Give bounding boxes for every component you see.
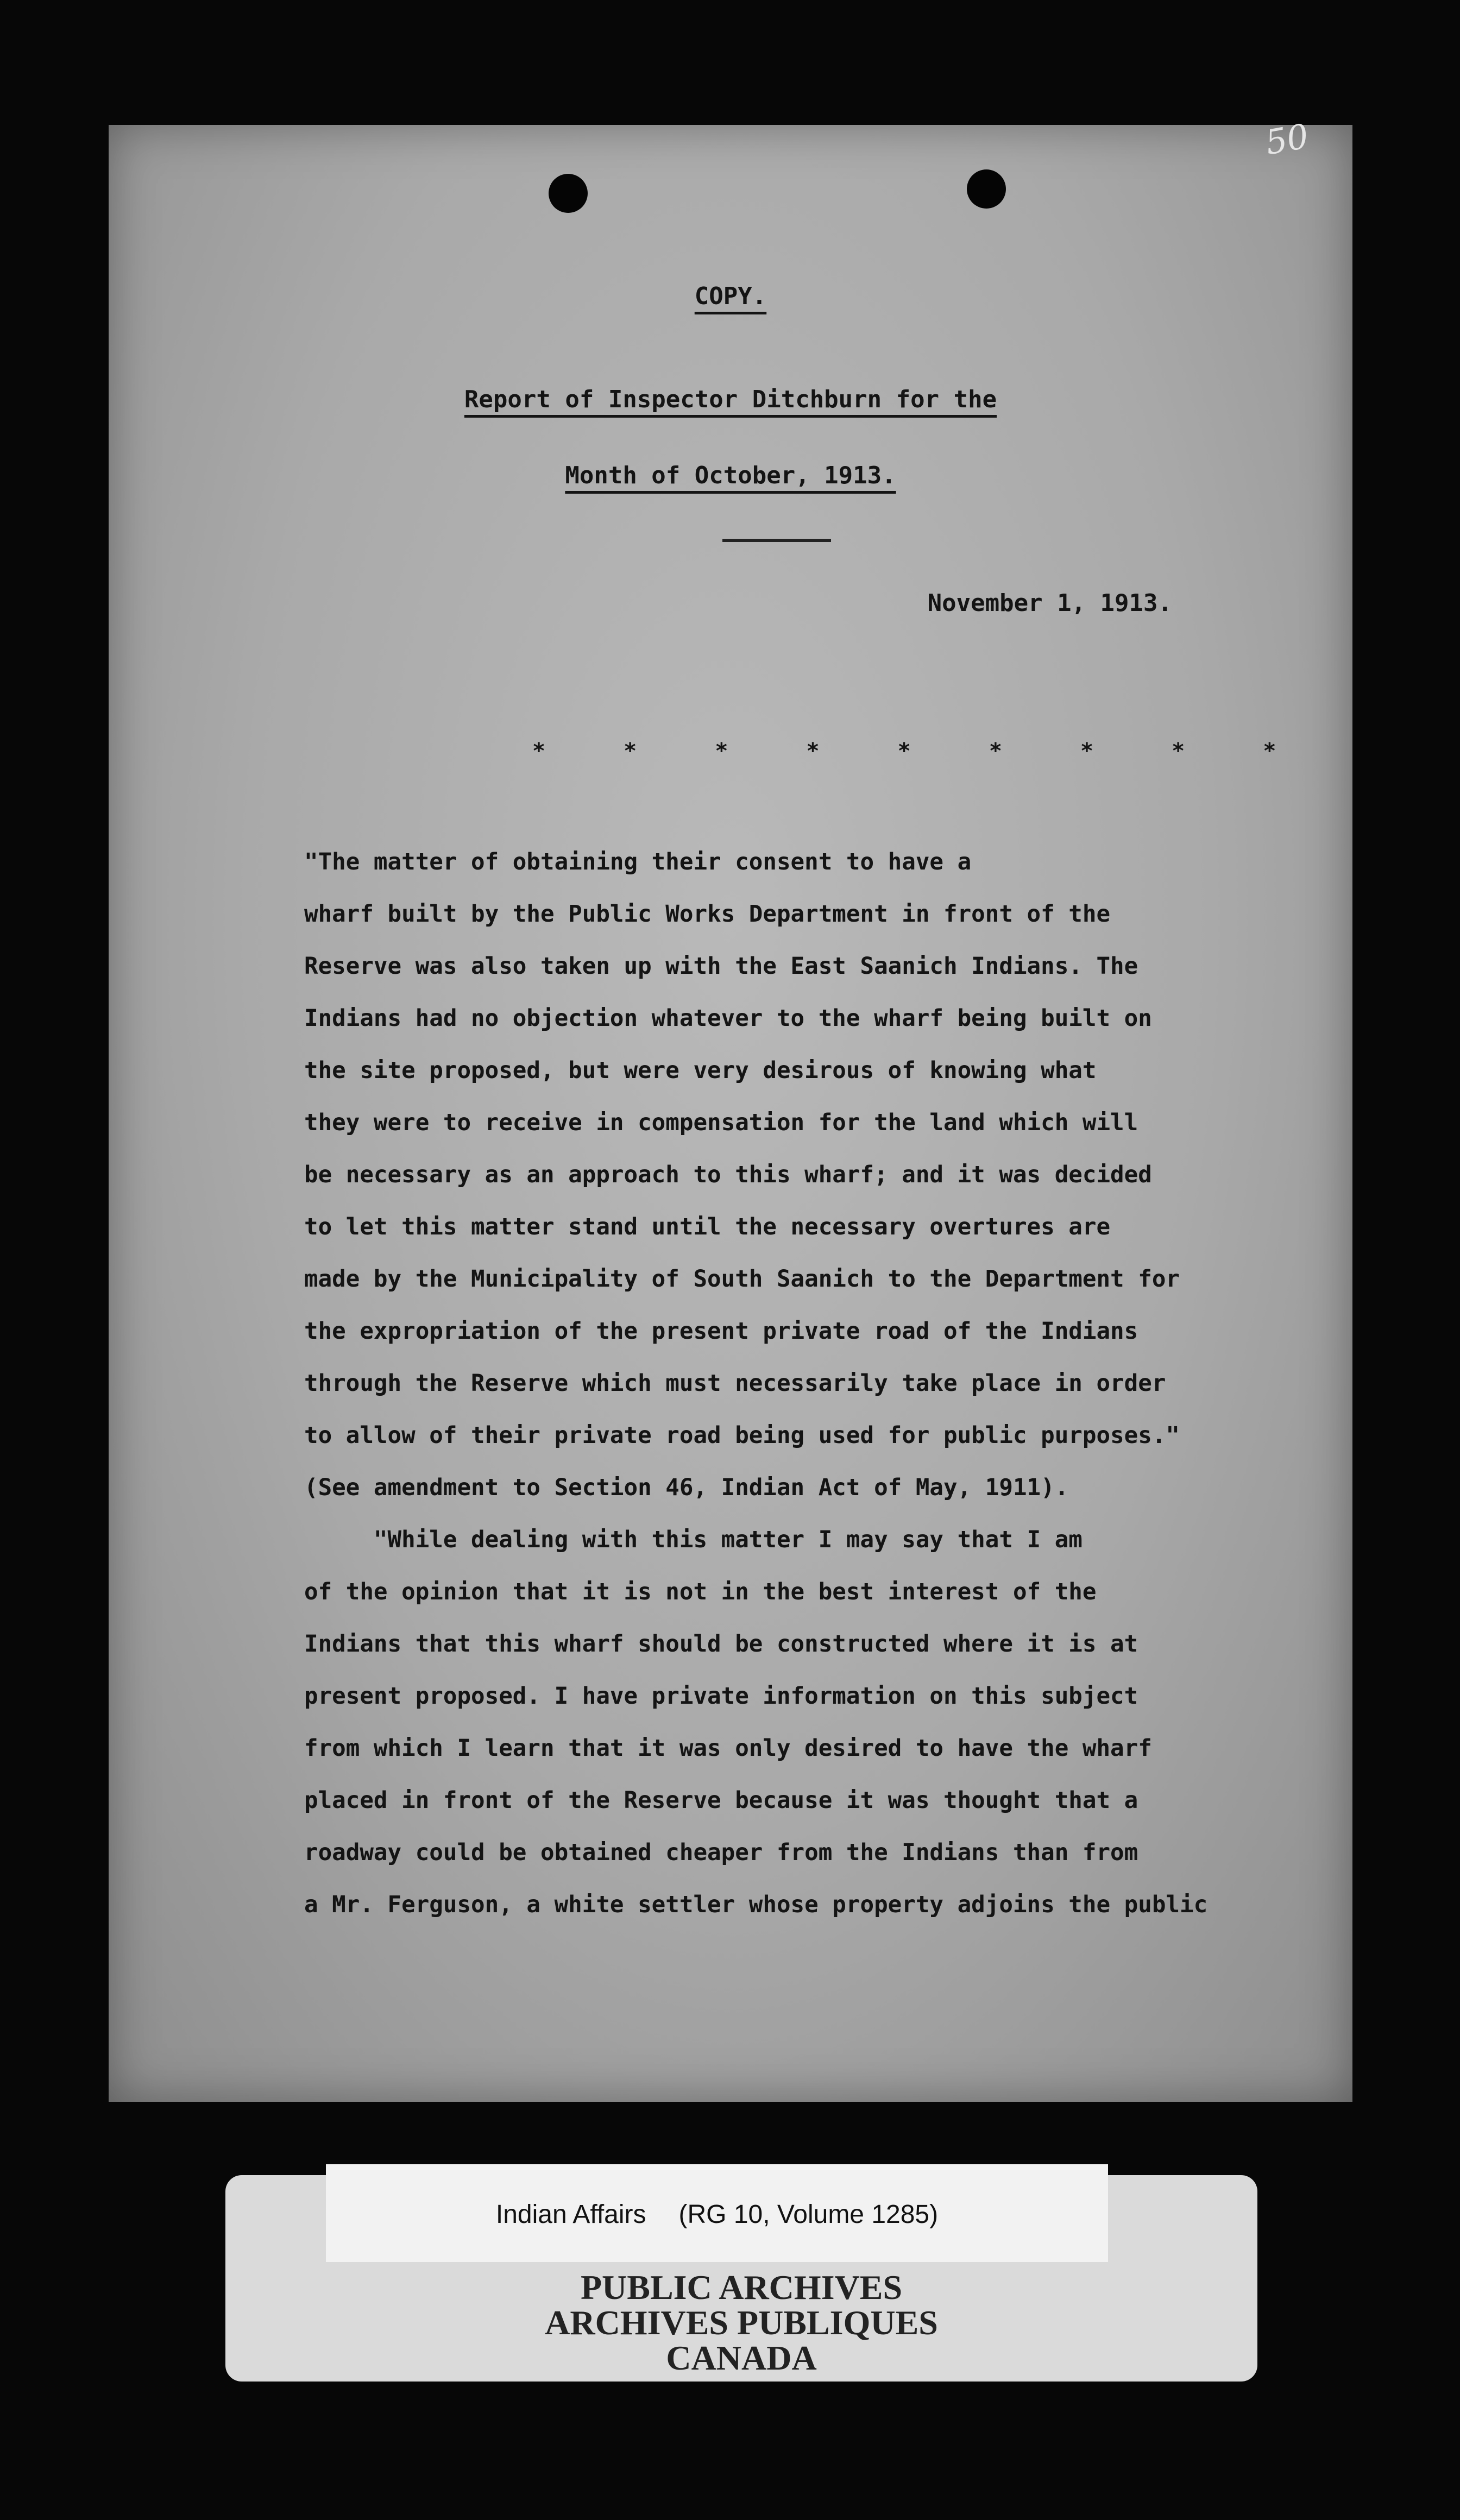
stamp-public-archives: PUBLIC ARCHIVES <box>580 2268 903 2307</box>
report-date: November 1, 1913. <box>927 589 1172 617</box>
report-subtitle: Month of October, 1913. <box>565 462 896 489</box>
stamp-canada: CANADA <box>666 2339 817 2377</box>
department-name: Indian Affairs <box>495 2200 646 2229</box>
archive-reference <box>326 2200 1108 2229</box>
punch-hole-right <box>967 169 1006 209</box>
record-group: (RG 10, Volume 1285) <box>678 2200 939 2229</box>
folio-number: 50 <box>1262 116 1312 163</box>
title-rule <box>722 539 831 542</box>
copy-heading: COPY. <box>694 282 767 310</box>
separator-asterisks: * * * * * * * * * <box>532 739 1309 764</box>
report-body: "The matter of obtaining their consent to have a wharf built by the Public Works Department in front of the Reserve was also taken up with the East Saanich Indians. The Indians had no objection whatever to the wharf being built on the site proposed, but were very desirous of knowing what they were to receive in compensation for the land which will be necessary as an approach to this wharf; and it was decided to let this matter stand until the necessary overtures are made by the Municipality of South Saanich to the Department for the expropriation of the present private road of the Indians through the Reserve which must necessarily take place in order to allow of their private road being used for public purposes." (See amendment to Section 46, Indian Act of May, 1911). "While dealing with this matter I may say that I am of the opinion that it is not in the best interest of the Indians that this wharf should be constructed where it is at present proposed. I have private information on this subject from which I learn that it was only desired to have the wharf placed in front of the Reserve because it was thought that a roadway could be obtained cheaper from the Indians than from a Mr. Ferguson, a white settler whose property adjoins the public <box>304 849 1208 1918</box>
report-title: Report of Inspector Ditchburn for the <box>464 386 997 413</box>
punch-hole-left <box>549 174 588 213</box>
stamp-archives-publiques: ARCHIVES PUBLIQUES <box>545 2303 938 2342</box>
